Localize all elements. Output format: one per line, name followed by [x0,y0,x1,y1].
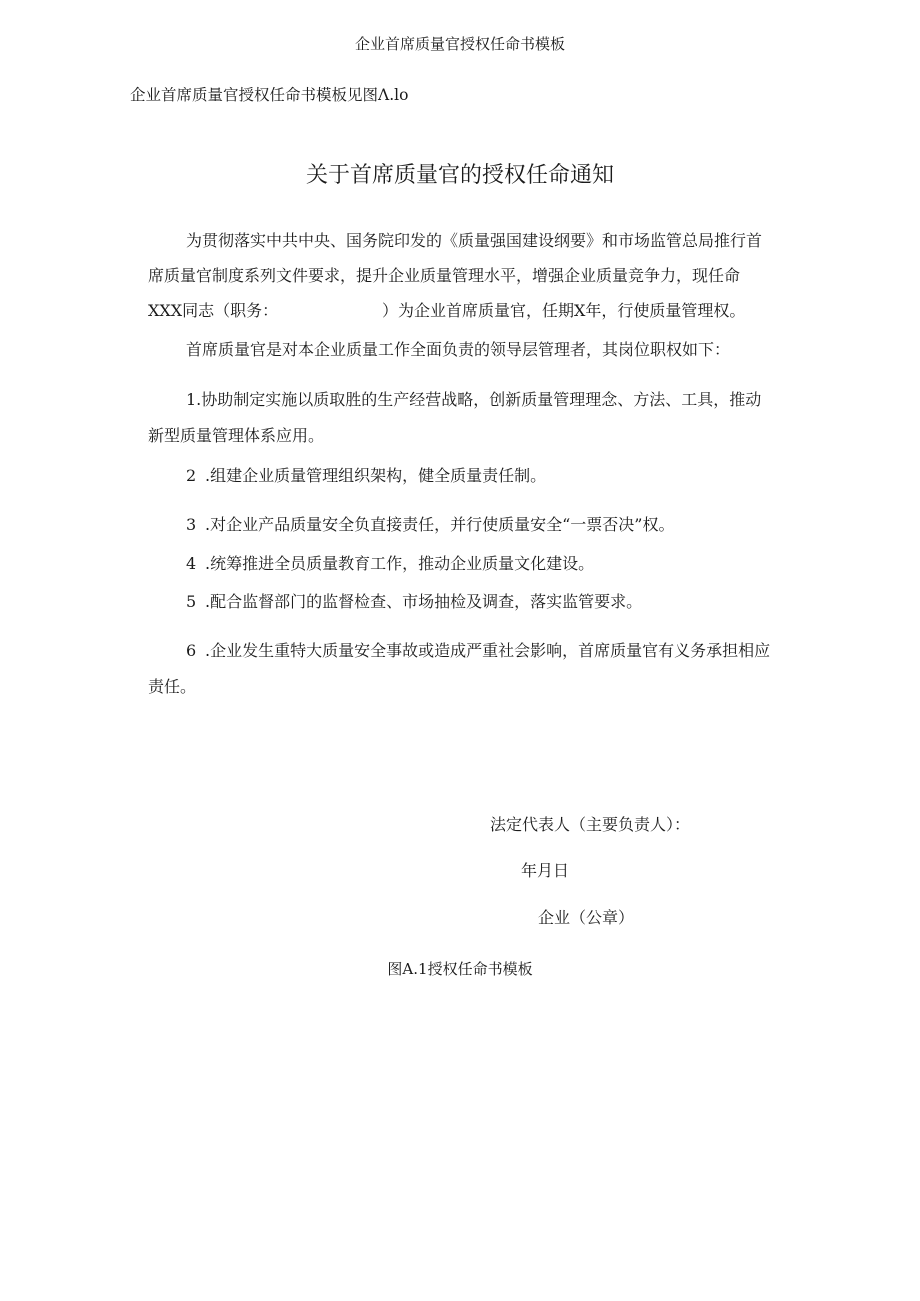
page-header: 企业首席质量官授权任命书模板 [354,35,565,53]
item2-number: 2 [186,466,197,485]
notice-title: 关于首席质量官的授权任命通知 [305,163,614,188]
item1-line2: 新型质量管理体系应用。 [148,426,325,445]
item6-line1: .企业发生重特大质量安全事故或造成严重社会影响，首席质量官有义务承担相应 [205,641,771,660]
paragraph1-line1: 为贯彻落实中共中央、国务院印发的《质量强国建设纲要》和市场监管总局推行首 [186,231,763,250]
item6-number: 6 [186,641,197,660]
signature-representative: 法定代表人（主要负责人）： [490,815,691,834]
item4-number: 4 [186,554,197,573]
paragraph2: 首席质量官是对本企业质量工作全面负责的领导层管理者，其岗位职权如下： [186,340,731,359]
item5-number: 5 [186,592,197,611]
item1-line1: 1.协助制定实施以质取胜的生产经营战略，创新质量管理理念、方法、工具，推动 [186,390,762,409]
paragraph1-line3-start: XXX同志（职务： [148,301,279,320]
signature-seal: 企业（公章） [538,908,635,927]
item2-text: .组建企业质量管理组织架构，健全质量责任制。 [205,466,547,485]
paragraph1-line2: 席质量官制度系列文件要求，提升企业质量管理水平，增强企业质量竞争力，现任命 [148,266,741,285]
item5-text: .配合监督部门的监督检查、市场抽检及调查，落实监管要求。 [205,592,643,611]
figure-caption: 图A.1授权任命书模板 [387,960,533,978]
paragraph1-line3-end: ）为企业首席质量官，任期X年，行使质量管理权。 [382,301,746,320]
signature-date: 年月日 [521,861,570,880]
intro-line: 企业首席质量官授权任命书模板见图Λ.lo [130,86,409,104]
item6-line2: 责任。 [148,677,197,696]
item3-text: .对企业产品质量安全负直接责任，并行使质量安全“一票否决”权。 [205,515,675,534]
item3-number: 3 [186,515,197,534]
item4-text: .统筹推进全员质量教育工作，推动企业质量文化建设。 [205,554,595,573]
